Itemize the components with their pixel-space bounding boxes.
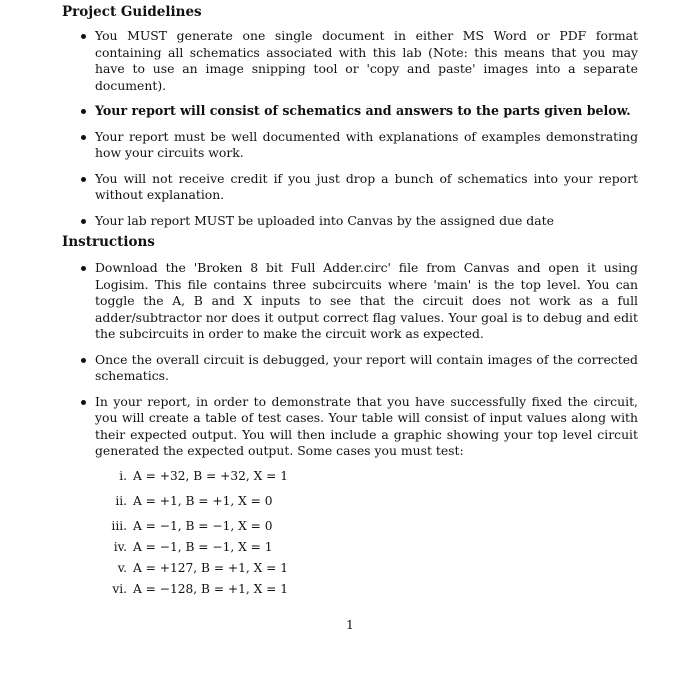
list-item: You MUST generate one single document in either MS Word or PDF format containing all schematics associated with this lab (Note: this means that you may have to use an image snipping tool or 'copy and paste' images into a separate document).	[0, 28, 700, 94]
test-case-expression: A = −1, B = −1, X = 0	[133, 518, 273, 533]
page-number: 1	[346, 617, 354, 632]
test-case	[95, 560, 638, 576]
test-case-number: iv.	[113, 539, 127, 554]
test-case-number: v.	[117, 560, 127, 575]
list-item: Once the overall circuit is debugged, your report will contain images of the corrected schematics.	[0, 352, 700, 385]
test-case-expression: A = −128, B = +1, X = 1	[133, 581, 289, 596]
test-case	[95, 581, 638, 597]
list-item: You will not receive credit if you just drop a bunch of schematics into your report without explanation.	[0, 171, 700, 204]
test-case	[95, 518, 638, 534]
test-case	[95, 468, 638, 484]
instructions-list	[0, 260, 700, 602]
section-title-project-guidelines: Project Guidelines	[62, 4, 202, 20]
section-title-instructions: Instructions	[62, 234, 155, 250]
list-item	[0, 394, 700, 597]
guidelines-list	[0, 28, 700, 229]
test-case-number: vi.	[112, 581, 127, 596]
list-item: Your report must be well documented with explanations of examples demonstrating how your circuits work.	[0, 129, 700, 162]
test-case-expression: A = −1, B = −1, X = 1	[133, 539, 273, 554]
test-case-number: i.	[119, 468, 127, 483]
test-case-expression: A = +1, B = +1, X = 0	[133, 493, 273, 508]
list-item: Download the 'Broken 8 bit Full Adder.circ' file from Canvas and open it using Logisim. This file contains three subcircuits where 'main' is the top level. You can toggle the A, B and X inputs to see that the circuit does not work as a full adder/subtractor nor does it output correct flag values. Your goal is to debug and edit the subcircuits in order to make the circuit work as expected.	[0, 260, 700, 343]
test-case-expression: A = +127, B = +1, X = 1	[133, 560, 289, 575]
test-case-number: iii.	[111, 518, 127, 533]
list-item-text: In your report, in order to demonstrate that you have successfully fixed the circuit, you will create a table of test cases. Your table will consist of input values along with their expected output. You will then include a graphic showing your top level circuit generated the expected output. Some cases you must test:	[95, 393, 638, 458]
test-case	[95, 539, 638, 555]
test-case-number: ii.	[115, 493, 127, 508]
test-case-expression: A = +32, B = +32, X = 1	[133, 468, 289, 483]
test-cases-list	[95, 468, 638, 597]
test-case	[95, 493, 638, 509]
list-item: Your report will consist of schematics and answers to the parts given below.	[0, 103, 700, 120]
list-item: Your lab report MUST be uploaded into Canvas by the assigned due date	[0, 213, 700, 230]
